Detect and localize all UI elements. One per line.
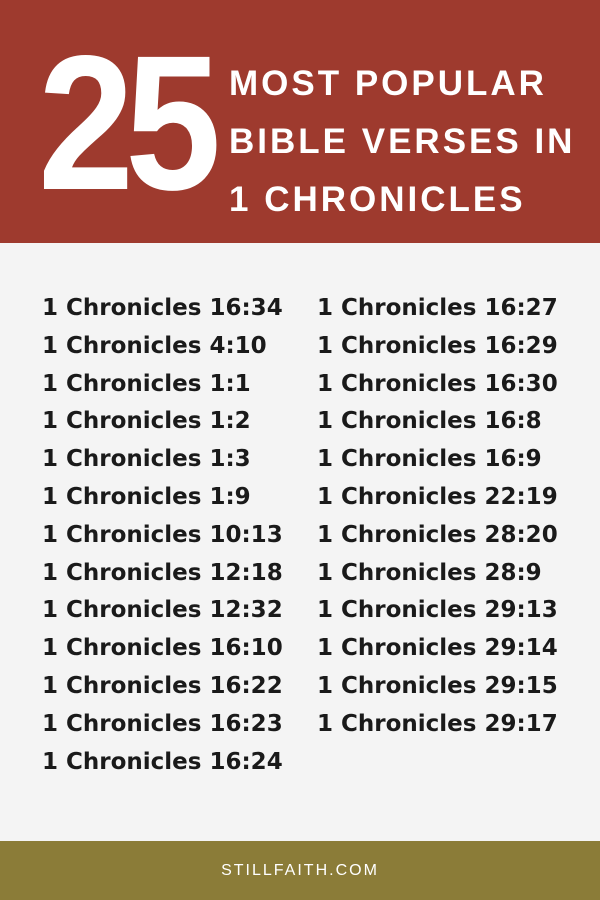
title-line: 1 CHRONICLES [229, 180, 526, 219]
verse-item: 1 Chronicles 16:27 [317, 295, 558, 321]
site-url: STILLFAITH.COM [221, 861, 379, 879]
verse-item: 1 Chronicles 10:13 [42, 521, 283, 548]
verse-item: 1 Chronicles 16:22 [42, 672, 283, 699]
verse-item: 1 Chronicles 1:2 [42, 408, 251, 435]
verse-item: 1 Chronicles 28:20 [317, 521, 558, 548]
verse-item: 1 Chronicles 16:29 [317, 332, 558, 359]
verse-item: 1 Chronicles 16:8 [317, 408, 542, 435]
verse-item: 1 Chronicles 1:3 [42, 446, 251, 473]
verse-item: 1 Chronicles 16:23 [42, 710, 283, 737]
verse-item: 1 Chronicles 29:17 [317, 710, 558, 737]
footer-bar [0, 841, 600, 900]
title-line: MOST POPULAR [229, 64, 547, 103]
verse-column-left [42, 290, 283, 781]
verse-item: 1 Chronicles 1:1 [42, 370, 251, 397]
verse-item: 1 Chronicles 29:15 [317, 672, 558, 699]
page-title [229, 55, 589, 229]
verse-item: 1 Chronicles 12:32 [42, 597, 283, 624]
verse-item: 1 Chronicles 16:9 [317, 446, 542, 473]
verse-item: 1 Chronicles 4:10 [42, 332, 267, 359]
verse-item: 1 Chronicles 28:9 [317, 559, 542, 586]
header-banner [0, 0, 600, 243]
verse-item: 1 Chronicles 16:10 [42, 635, 283, 662]
verse-item: 1 Chronicles 1:9 [42, 483, 251, 510]
verse-item: 1 Chronicles 29:14 [317, 635, 558, 662]
verse-item: 1 Chronicles 16:24 [42, 748, 283, 775]
verse-column-right [317, 290, 558, 744]
verse-item: 1 Chronicles 29:13 [317, 597, 558, 624]
verse-item: 1 Chronicles 12:18 [42, 559, 283, 586]
title-line: BIBLE VERSES IN [229, 122, 576, 161]
verse-item: 1 Chronicles 22:19 [317, 483, 558, 510]
verse-item: 1 Chronicles 16:30 [317, 370, 558, 397]
verse-item: 1 Chronicles 16:34 [42, 295, 283, 321]
verse-count: 25 [38, 15, 213, 230]
